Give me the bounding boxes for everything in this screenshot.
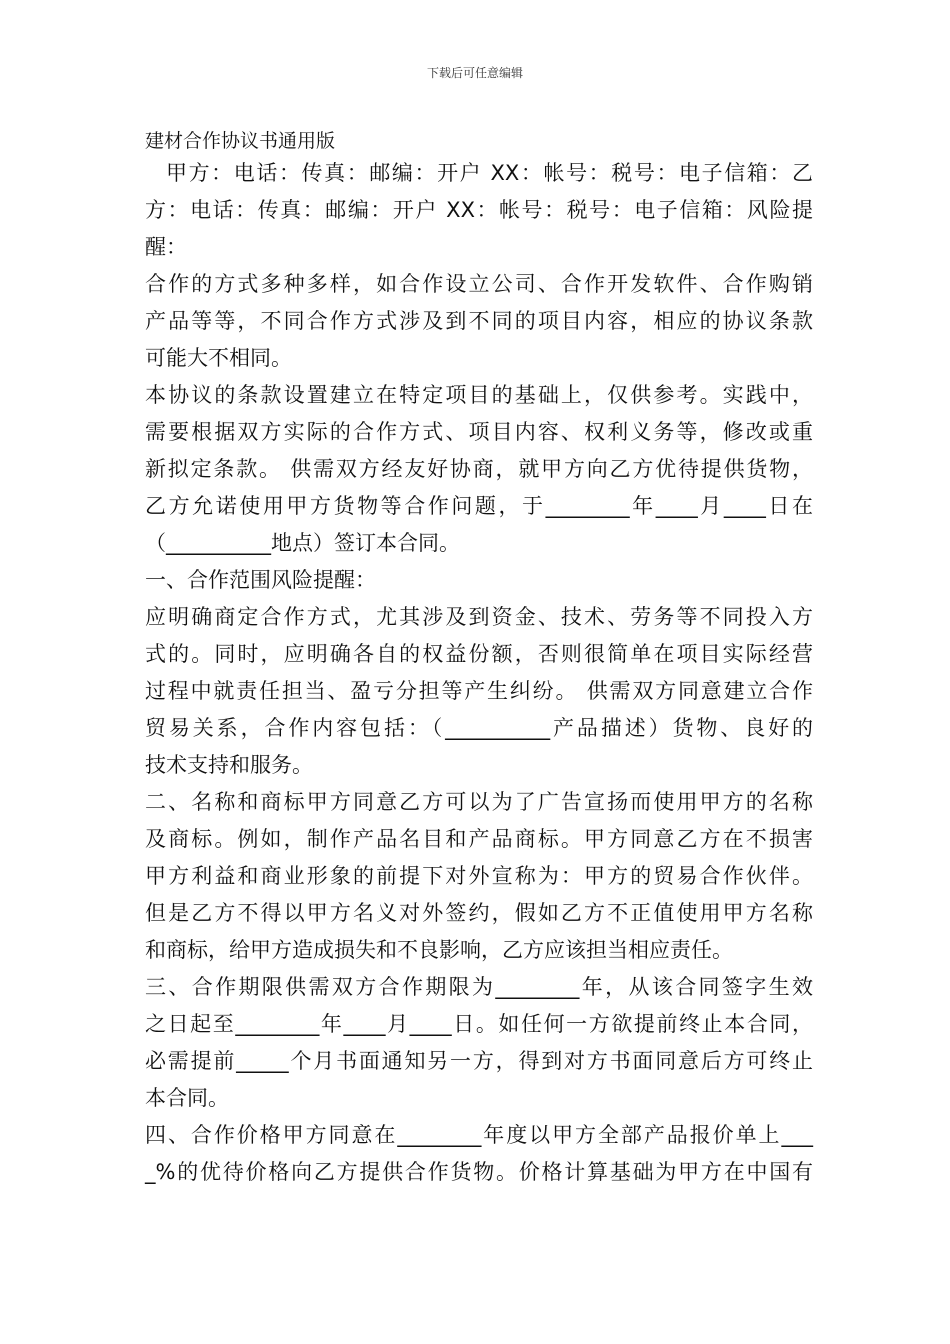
body-line: 四、合作价格甲方同意在________年度以甲方全部产品报价单上___ (145, 1123, 813, 1147)
body-line: 产品等等，不同合作方式涉及到不同的项目内容，相应的协议条款 (145, 309, 813, 333)
body-line: （__________地点）签订本合同。 (145, 531, 460, 555)
body-line: 甲方：电话：传真：邮编：开户 XX：帐号：税号：电子信箱：乙 (166, 161, 813, 185)
document-title: 建材合作协议书通用版 (145, 130, 336, 152)
body-line: 三、合作期限供需双方合作期限为________年，从该合同签字生效 (145, 975, 813, 999)
body-line: 必需提前_____个月书面通知另一方，得到对方书面同意后方可终止 (145, 1049, 813, 1073)
body-line: 方：电话：传真：邮编：开户 XX：帐号：税号：电子信箱：风险提 (145, 198, 813, 222)
body-line: 本合同。 (145, 1086, 229, 1110)
body-line: 二、名称和商标甲方同意乙方可以为了广告宣扬而使用甲方的名称 (145, 790, 813, 814)
section-heading: 一、合作范围风险提醒： (145, 568, 376, 592)
body-line: 之日起至________年____月____日。如任何一方欲提前终止本合同， (145, 1012, 813, 1036)
body-line: 需要根据双方实际的合作方式、项目内容、权利义务等，修改或重 (145, 420, 813, 444)
body-line: 但是乙方不得以甲方名义对外签约，假如乙方不正值使用甲方名称 (145, 901, 813, 925)
body-line: 合作的方式多种多样，如合作设立公司、合作开发软件、合作购销 (145, 272, 813, 296)
body-line: 及商标。例如，制作产品名目和产品商标。甲方同意乙方在不损害 (145, 827, 813, 851)
body-line: 醒： (145, 235, 187, 259)
body-line: 式的。同时，应明确各自的权益份额，否则很简单在项目实际经营 (145, 642, 813, 666)
body-line: 应明确商定合作方式，尤其涉及到资金、技术、劳务等不同投入方 (145, 605, 813, 629)
body-line: 过程中就责任担当、盈亏分担等产生纠纷。 供需双方同意建立合作 (145, 679, 813, 703)
body-line: _%的优待价格向乙方提供合作货物。价格计算基础为甲方在中国有 (145, 1160, 813, 1184)
body-line: 新拟定条款。 供需双方经友好协商，就甲方向乙方优待提供货物， (145, 457, 813, 481)
document-body (145, 155, 813, 1191)
body-line: 技术支持和服务。 (145, 753, 313, 777)
page-header-note: 下载后可任意编辑 (426, 66, 523, 80)
body-line: 本协议的条款设置建立在特定项目的基础上，仅供参考。实践中， (145, 383, 813, 407)
body-line: 和商标，给甲方造成损失和不良影响，乙方应该担当相应责任。 (145, 938, 733, 962)
body-line: 乙方允诺使用甲方货物等合作问题，于________年____月____日在 (145, 494, 813, 518)
body-line: 贸易关系，合作内容包括：（__________产品描述）货物、良好的 (145, 716, 813, 740)
body-line: 甲方利益和商业形象的前提下对外宣称为：甲方的贸易合作伙伴。 (145, 864, 813, 888)
body-line: 可能大不相同。 (145, 346, 292, 370)
